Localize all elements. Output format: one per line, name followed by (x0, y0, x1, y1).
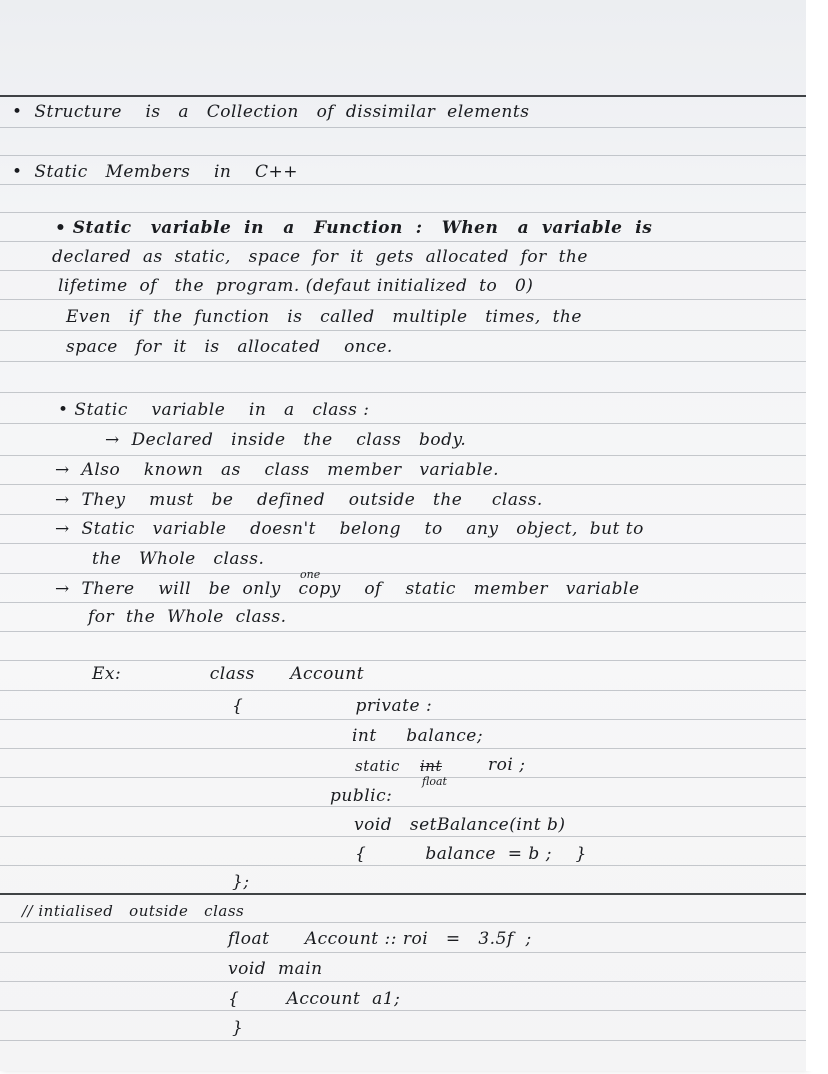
note-line (0, 98, 806, 126)
rule (0, 543, 806, 544)
code-text: void setBalance(int b) (354, 815, 566, 835)
note-line (0, 158, 806, 186)
note-text: → They must be defined outside the class. (55, 490, 543, 510)
code-text: int balance; (352, 726, 484, 746)
note-line (0, 545, 806, 573)
rule (0, 484, 806, 485)
code-text: roi ; (488, 755, 526, 775)
code-text: }; (232, 872, 250, 892)
rule (0, 212, 806, 213)
code-text: Ex: class Account (92, 664, 365, 684)
rule (0, 631, 806, 632)
code-line (0, 840, 806, 868)
note-text: Even if the function is called multiple times, the (66, 307, 582, 327)
code-text: float Account :: roi = 3.5f ; (228, 929, 532, 949)
note-text: declared as static, space for it gets allocated for the (52, 247, 588, 267)
note-text: → Also known as class member variable. (55, 460, 500, 480)
note-text: space for it is allocated once. (66, 337, 393, 357)
code-line (0, 985, 806, 1013)
note-text: → There will be only copy of static member variable (55, 579, 640, 599)
struck-text: int (420, 757, 442, 775)
note-line (0, 575, 806, 603)
code-line (0, 692, 806, 720)
note-line (0, 603, 806, 631)
code-line (0, 751, 806, 779)
code-line (0, 722, 806, 750)
rule (0, 690, 806, 691)
code-line (0, 1014, 806, 1042)
insert-annotation: one (300, 568, 321, 581)
note-line (0, 272, 806, 300)
note-line (0, 333, 806, 361)
note-line (0, 303, 806, 331)
correction-annotation: float (422, 775, 447, 788)
code-line (0, 868, 806, 896)
comment-text: // intialised outside class (22, 902, 245, 920)
note-text: for the Whole class. (88, 607, 287, 627)
note-text: → Declared inside the class body. (105, 430, 467, 450)
code-line (0, 955, 806, 983)
note-line (0, 396, 806, 424)
code-text: { balance = b ; } (355, 844, 587, 864)
note-text: • Static Members in C++ (12, 162, 298, 182)
note-text: • Structure is a Collection of dissimilar elements (12, 102, 530, 122)
code-line (0, 925, 806, 953)
code-text: { private : (232, 696, 433, 716)
note-line (0, 426, 806, 454)
page-margin-edge (806, 0, 828, 1071)
rule (0, 361, 806, 362)
note-line (0, 456, 806, 484)
rule (0, 573, 806, 574)
code-line (0, 660, 806, 688)
note-text: the Whole class. (92, 549, 265, 569)
note-text: lifetime of the program. (defaut initialized to 0) (58, 276, 534, 296)
code-text: public: (330, 786, 393, 806)
note-line (0, 486, 806, 514)
note-text: • Static variable in a class : (58, 400, 370, 420)
note-line (0, 243, 806, 271)
note-line (0, 214, 806, 242)
code-text: void main (228, 959, 323, 979)
code-text: static (355, 757, 400, 775)
rule (0, 127, 806, 128)
comment-line (0, 896, 806, 924)
code-text: { Account a1; (228, 989, 401, 1009)
note-line (0, 515, 806, 543)
code-text: } (232, 1018, 244, 1038)
top-rule (0, 95, 806, 97)
note-text: → Static variable doesn't belong to any object, but to (55, 519, 644, 539)
rule (0, 155, 806, 156)
code-line (0, 782, 806, 810)
code-line (0, 811, 806, 839)
note-text: • Static variable in a Function : When a variable is (55, 218, 653, 238)
rule (0, 392, 806, 393)
